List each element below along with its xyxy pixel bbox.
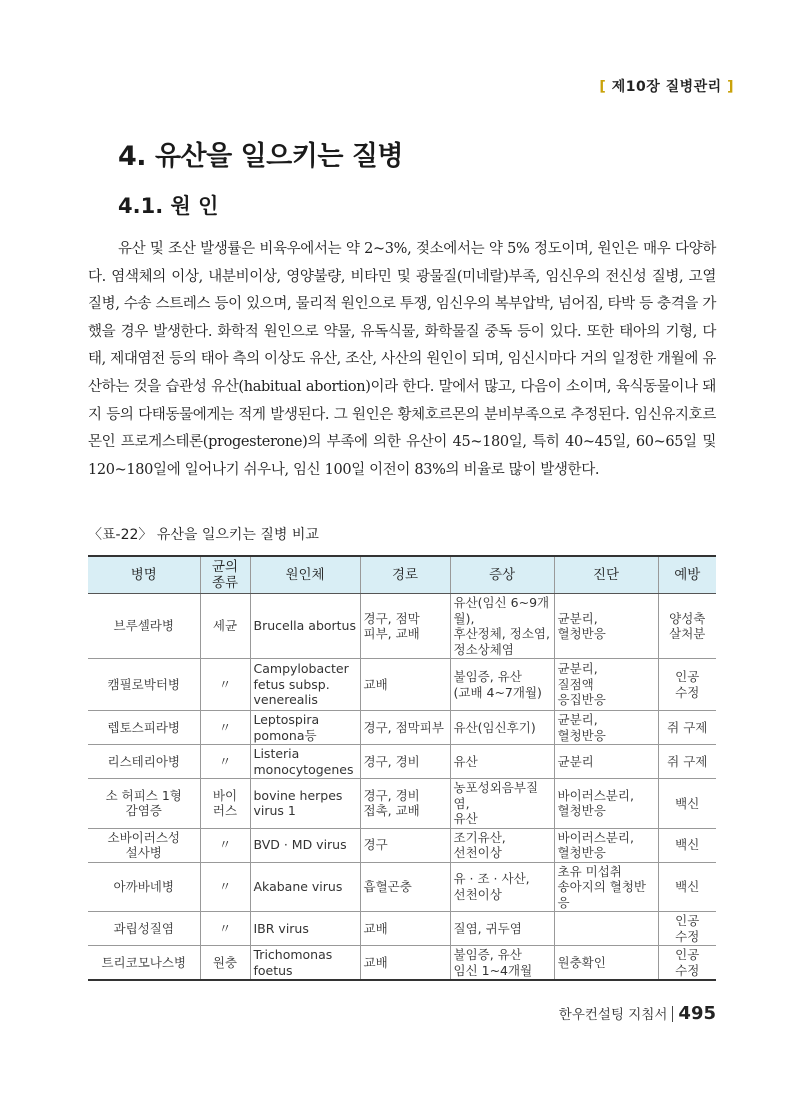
table-cell: 균분리 — [554, 745, 658, 779]
page-footer — [559, 1003, 716, 1024]
table-cell: 〃 — [200, 828, 250, 862]
table-cell: 원충확인 — [554, 946, 658, 981]
table-header-row — [88, 556, 716, 594]
table-cell: 교배 — [360, 912, 450, 946]
table-cell: 양성축 살처분 — [658, 594, 716, 659]
table-cell: 바이 러스 — [200, 779, 250, 829]
table-cell: 쥐 구제 — [658, 711, 716, 745]
table-cell: 브루셀라병 — [88, 594, 200, 659]
table-cell: 경구, 경비 — [360, 745, 450, 779]
table-cell: IBR virus — [250, 912, 360, 946]
table-cell: Brucella abortus — [250, 594, 360, 659]
table-cell: 조기유산, 선천이상 — [450, 828, 554, 862]
table-cell: Campylobacter fetus subsp. venerealis — [250, 659, 360, 711]
disease-comparison-table — [88, 555, 716, 981]
table-cell: 아까바네병 — [88, 862, 200, 912]
table-cell: 인공 수정 — [658, 912, 716, 946]
table-cell: 쥐 구제 — [658, 745, 716, 779]
table-cell: Trichomonas foetus — [250, 946, 360, 981]
table-header-cell: 균의 종류 — [200, 556, 250, 594]
table-cell: 경구, 점막피부 — [360, 711, 450, 745]
table-row — [88, 711, 716, 745]
table-cell: 유산(임신후기) — [450, 711, 554, 745]
table-cell: Akabane virus — [250, 862, 360, 912]
table-cell: Listeria monocytogenes — [250, 745, 360, 779]
table-cell: 균분리, 혈청반응 — [554, 594, 658, 659]
table-cell: 원충 — [200, 946, 250, 981]
table-header-cell: 예방 — [658, 556, 716, 594]
table-cell: 흡혈곤충 — [360, 862, 450, 912]
table-cell: 바이러스분리, 혈청반응 — [554, 779, 658, 829]
table-cell: BVD · MD virus — [250, 828, 360, 862]
table-cell: 교배 — [360, 946, 450, 981]
table-cell: 세균 — [200, 594, 250, 659]
table-cell: 유산 — [450, 745, 554, 779]
body-paragraph: 유산 및 조산 발생률은 비육우에서는 약 2~3%, 젖소에서는 약 5% 정도이며, 원인은 매우 다양하다. 염색체의 이상, 내분비이상, 영양불량, 비타민 및 광물질(미네랄)부족, 임신우의 전신성 질병, 고열질병, 수송 스트레스 등이 있으며, 물리적 원인으로 투쟁, 임신우의 복부압박, 넘어짐, 타박 등 충격을 가했을 경우 발생한다. 화학적 원인으로 약물, 유독식물, 화학물질 중독 등이 있다. 또한 태아의 기형, 다태, 제대염전 등의 태아 측의 이상도 유산, 조산, 사산의 원인이 되며, 임신시마다 거의 일정한 개월에 유산하는 것을 습관성 유산(habitual abortion)이라 한다. 말에서 많고, 다음이 소이며, 육식동물이나 돼지 등의 다태동물에게는 적게 발생된다. 그 원인은 황체호르몬의 분비부족으로 추정된다. 임신유지호르몬인 프로게스테론(progesterone)의 부족에 의한 유산이 45~180일, 특히 40~45일, 60~65일 및 120~180일에 일어나기 쉬우나, 임신 100일 이전이 83%의 비율로 많이 발생한다. — [88, 241, 716, 478]
table-cell: 〃 — [200, 745, 250, 779]
chapter-bracket-close: ] — [727, 79, 734, 95]
table-cell — [554, 912, 658, 946]
table-header-cell: 진단 — [554, 556, 658, 594]
table-cell: 캠필로박터병 — [88, 659, 200, 711]
table-row — [88, 912, 716, 946]
table-row — [88, 862, 716, 912]
table-cell: 백신 — [658, 862, 716, 912]
table-cell: 과립성질염 — [88, 912, 200, 946]
table-cell: 초유 미섭취 송아지의 혈청반응 — [554, 862, 658, 912]
table-cell: 경구, 점막 피부, 교배 — [360, 594, 450, 659]
table-cell: 균분리, 혈청반응 — [554, 711, 658, 745]
table-cell: 교배 — [360, 659, 450, 711]
table-cell: 질염, 귀두염 — [450, 912, 554, 946]
chapter-bracket-open: [ — [599, 79, 607, 95]
table-cell: 바이러스분리, 혈청반응 — [554, 828, 658, 862]
table-cell: 유 · 조 · 사산, 선천이상 — [450, 862, 554, 912]
table-cell: 리스테리아병 — [88, 745, 200, 779]
table-header-cell: 병명 — [88, 556, 200, 594]
table-cell: 유산(임신 6~9개월), 후산정체, 정소염, 정소상체염 — [450, 594, 554, 659]
footer-divider — [672, 1006, 673, 1022]
table-cell: 균분리, 질점액 응집반응 — [554, 659, 658, 711]
table-header-cell: 원인체 — [250, 556, 360, 594]
table-cell: 경구, 경비 접촉, 교배 — [360, 779, 450, 829]
table-cell: 인공 수정 — [658, 946, 716, 981]
table-cell: 농포성외음부질염, 유산 — [450, 779, 554, 829]
table-row — [88, 594, 716, 659]
table-cell: 불임증, 유산 (교배 4~7개월) — [450, 659, 554, 711]
table-cell: 트리코모나스병 — [88, 946, 200, 981]
table-cell: 불임증, 유산 임신 1~4개월 — [450, 946, 554, 981]
table-cell: Leptospira pomona등 — [250, 711, 360, 745]
table-header-cell: 경로 — [360, 556, 450, 594]
table-cell: 〃 — [200, 711, 250, 745]
table-cell: 소 허피스 1형 감염증 — [88, 779, 200, 829]
table-row — [88, 745, 716, 779]
table-cell: bovine herpes virus 1 — [250, 779, 360, 829]
table-cell: 백신 — [658, 779, 716, 829]
table-row — [88, 779, 716, 829]
section-title: 4. 유산을 일으키는 질병 — [118, 141, 403, 172]
table-cell: 인공 수정 — [658, 659, 716, 711]
book-title: 한우컨설팅 지침서 — [558, 1007, 668, 1023]
table-row — [88, 946, 716, 981]
table-cell: 소바이러스성 설사병 — [88, 828, 200, 862]
table-caption: 〈표-22〉 유산을 일으키는 질병 비교 — [88, 527, 319, 543]
table-header-cell: 증상 — [450, 556, 554, 594]
subsection-title: 4.1. 원 인 — [118, 194, 219, 218]
page-number: 495 — [678, 1003, 716, 1024]
chapter-label: 제10장 질병관리 — [611, 79, 722, 95]
table-cell: 렙토스피라병 — [88, 711, 200, 745]
table-row — [88, 828, 716, 862]
table-cell: 〃 — [200, 912, 250, 946]
table-cell: 경구 — [360, 828, 450, 862]
table-cell: 백신 — [658, 828, 716, 862]
table-cell: 〃 — [200, 659, 250, 711]
chapter-tag — [599, 76, 734, 96]
table-row — [88, 659, 716, 711]
table-cell: 〃 — [200, 862, 250, 912]
